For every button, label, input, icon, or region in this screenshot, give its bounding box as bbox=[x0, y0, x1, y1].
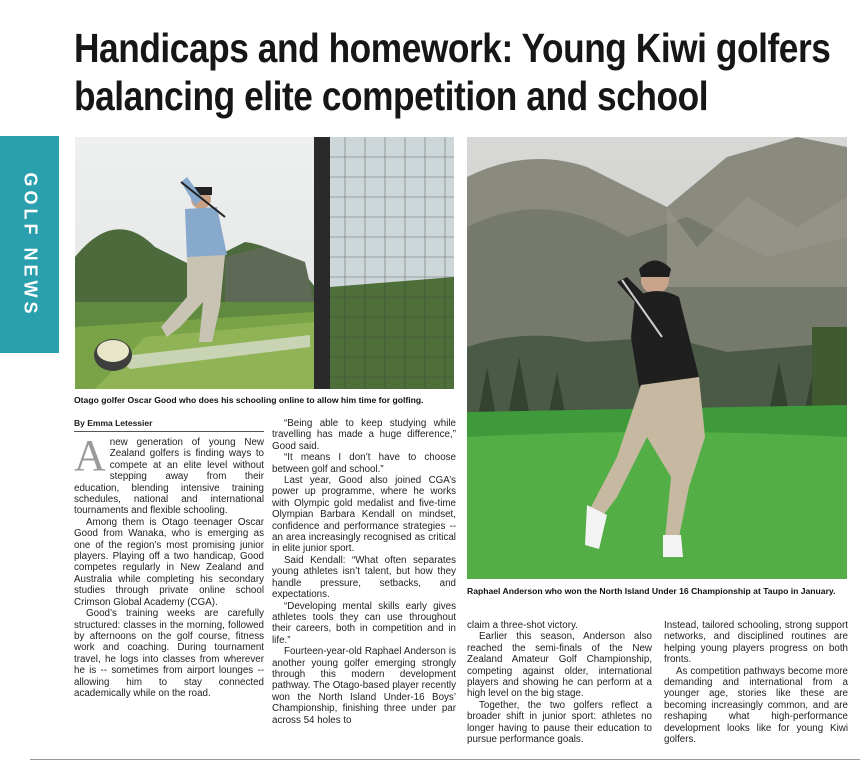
col4-paragraph-1: Instead, tailored schooling, strong support networks, and disciplined routines are helping young players progress on both fronts. bbox=[664, 620, 848, 666]
col4-paragraph-2: As competition pathways become more demanding and international from a younger age, stories like these are becoming increasingly common, and are reshaping what high-performance development looks like for young Kiwi golfers. bbox=[664, 665, 848, 746]
article-column-3 bbox=[467, 620, 652, 745]
bottom-rule bbox=[30, 759, 860, 760]
col2-paragraph-4: Said Kendall: “What often separates young athletes isn’t talent, but how they handle pressure, setbacks, and expectations. bbox=[272, 554, 456, 601]
photo-oscar-good bbox=[75, 137, 454, 389]
headline: Handicaps and homework: Young Kiwi golfers balancing elite competition and school bbox=[74, 25, 831, 119]
caption-right: Raphael Anderson who won the North Island Under 16 Championship at Taupo in January. bbox=[467, 586, 836, 596]
col2-paragraph-6: Fourteen-year-old Raphael Anderson is another young golfer emerging strongly through this modern development pathway. The Otago-based player recently won the North Island Under-16 Boys’ Championship, finishing three under par across 54 holes to bbox=[272, 646, 456, 726]
col3-paragraph-2: Earlier this season, Anderson also reached the semi-finals of the New Zealand Amateur Golf Championship, competing against older, international players and showing he can perform at a high level on the big stage. bbox=[467, 631, 652, 700]
col3-paragraph-1: claim a three-shot victory. bbox=[467, 620, 578, 631]
article-column-1 bbox=[74, 431, 264, 699]
article-column-2 bbox=[272, 418, 456, 726]
col2-paragraph-1: “Being able to keep studying while travelling has made a huge difference,” Good said. bbox=[272, 418, 456, 452]
col1-paragraph-2: Among them is Otago teenager Oscar Good from Wanaka, who is emerging as one of the region’s most promising junior players. Playing off a two handicap, Good competes regularly in New Zealand and Australia while completing his secondary studies through private online school Crimson Global Academy (CGA). bbox=[74, 516, 264, 608]
section-tab-label: GOLF NEWS bbox=[20, 172, 40, 317]
col1-paragraph-3: Good’s training weeks are carefully structured: classes in the morning, followed by afternoons on the golf course, fitness work and coaching. During tournament travel, he logs into classes from wherever he is -- sometimes from airport lounges -- allowing him to stay connected academically while on the road. bbox=[74, 608, 264, 699]
photo-raphael-anderson bbox=[467, 137, 847, 579]
col2-paragraph-5: “Developing mental skills early gives athletes tools they can use throughout their careers, both in competition and in life.” bbox=[272, 600, 456, 646]
caption-left: Otago golfer Oscar Good who does his schooling online to allow him time for golfing. bbox=[74, 395, 424, 405]
col3-paragraph-3: Together, the two golfers reflect a broader shift in junior sport: athletes no longer having to pause their education to pursue performance goals. bbox=[467, 699, 652, 746]
byline: By Emma Letessier bbox=[74, 418, 264, 432]
section-tab bbox=[0, 136, 59, 353]
col2-paragraph-2: “It means I don’t have to choose between golf and school.” bbox=[272, 452, 456, 475]
col2-paragraph-3: Last year, Good also joined CGA’s power up programme, where he works with Olympic gold medalist and five-time Olympian Barbara Kendall on mindset, confidence and performance strategies -- an area increasingly recognised as critical in elite junior sport. bbox=[272, 475, 456, 555]
col1-paragraph-1: Anew generation of young New Zealand golfers is finding ways to compete at an elite level without stepping away from their education, blending intensive training schedules, national and international tournaments and flexible schooling. bbox=[74, 431, 264, 517]
drop-cap: A bbox=[74, 431, 106, 480]
article-column-4 bbox=[664, 620, 848, 745]
